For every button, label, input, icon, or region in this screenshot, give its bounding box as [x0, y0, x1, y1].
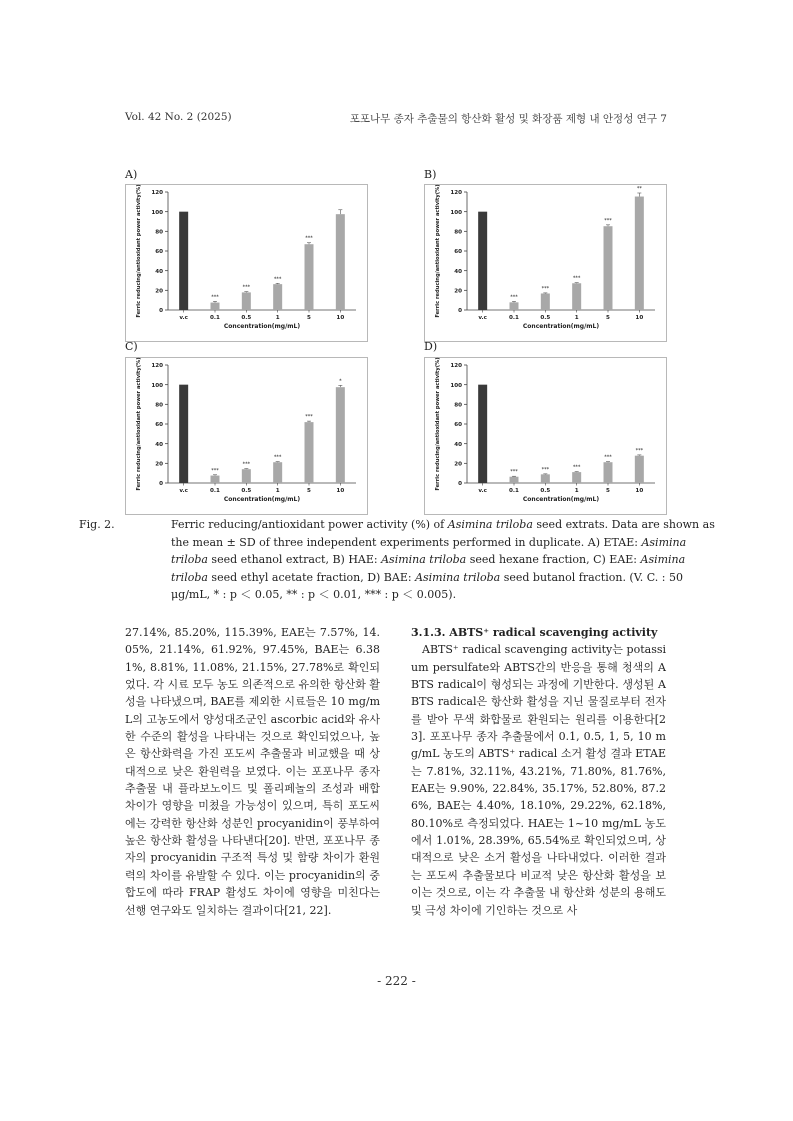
x-tick-label: 0.1 [210, 488, 220, 494]
significance-mark: *** [635, 447, 644, 454]
x-axis-label: Concentration(mg/mL) [522, 323, 600, 330]
y-tick-label: 80 [155, 229, 163, 236]
bar-0.1 [211, 303, 220, 310]
x-tick-label: 0.1 [509, 315, 519, 321]
y-tick-label: 20 [155, 461, 163, 468]
x-tick-label: v.c [478, 488, 487, 494]
bar-0.5 [541, 474, 550, 483]
y-tick-label: 80 [155, 402, 163, 409]
y-tick-label: 40 [155, 268, 163, 275]
y-tick-label: 120 [450, 363, 462, 370]
bar-5 [305, 244, 314, 310]
panel-label-b: B) [424, 168, 437, 181]
y-tick-label: 60 [155, 249, 163, 256]
y-tick-label: 20 [454, 461, 462, 468]
y-tick-label: 60 [155, 422, 163, 429]
figure-number: Fig. 2. [79, 518, 115, 531]
figure-caption [79, 516, 716, 604]
x-tick-label: 0.5 [540, 488, 551, 494]
running-header-volume: Vol. 42 No. 2 (2025) [125, 111, 232, 123]
significance-mark: *** [510, 294, 518, 301]
bar-10 [336, 214, 345, 310]
x-tick-label: 5 [307, 488, 311, 494]
panel-label-a: A) [125, 168, 138, 181]
x-tick-label: 0.1 [509, 488, 519, 494]
y-tick-label: 0 [159, 481, 163, 488]
section-heading: 3.1.3. ABTS⁺ radical scavenging activity [411, 626, 658, 639]
y-tick-label: 60 [454, 249, 462, 256]
chart-panel-c [125, 357, 368, 515]
x-axis-label: Concentration(mg/mL) [223, 323, 301, 330]
x-tick-label: 1 [275, 488, 280, 494]
significance-mark: *** [211, 467, 219, 474]
y-tick-label: 0 [159, 308, 163, 315]
y-tick-label: 100 [450, 209, 462, 216]
x-tick-label: v.c [179, 488, 188, 494]
x-tick-label: 0.1 [210, 315, 220, 321]
significance-mark: *** [242, 284, 251, 291]
panel-label-c: C) [125, 340, 138, 353]
paragraph: 27.14%, 85.20%, 115.39%, EAE는 7.57%, 14.05%, 21.14%, 61.92%, 97.45%, BAE는 6.381%, 8.81%, 11.08%, 21.15%, 27.78%로 확인되었다. 각 시료 모두 농도 의존적으로 유의한 항산화 활성을 나타냈으며, BAE를 제외한 시료들은 10 mg/mL의 고농도에서 양성대조군인 ascorbic acid와 유사한 수준의 활성을 나타내는 것으로 확인되었으나, 높은 항산화력을 가진 포도씨 추출물과 비교했을 때 상대적으로 낮은 환원력을 보였다. 이는 포포나무 종자 추출물 내 플라보노이드 및 폴리페놀의 조성과 배합 차이가 영향을 미쳤을 가능성이 있으며, 특히 포도씨에는 강력한 항산화 성분인 procyanidin이 풍부하여 높은 항산화 활성을 나타낸다[20]. 반면, 포포나무 종자의 procyanidin 구조적 특성 및 함량 차이가 환원력의 차이를 유발할 수 있다. 이는 procyanidin의 중합도에 따라 FRAP 활성도 차이에 영향을 미친다는 선행 연구와도 일치하는 결과이다[21, 22]. [125, 626, 380, 917]
y-tick-label: 100 [450, 382, 462, 389]
x-tick-label: 10 [336, 315, 345, 321]
chart-svg [125, 357, 368, 515]
bar-0.1 [510, 302, 519, 310]
bar-v.c [478, 385, 487, 483]
significance-mark: *** [572, 464, 581, 471]
chart-svg [424, 357, 667, 515]
x-axis-label: Concentration(mg/mL) [522, 496, 600, 503]
bar-0.5 [242, 469, 251, 483]
caption-text: Ferric reducing/antioxidant power activity (%) of Asimina triloba seed extrats. Data are shown as the mean ± SD of three independent experiments performed in duplicate. A) ETAE: Asimina triloba seed ethanol extract, B) HAE: Asimina triloba seed hexane fraction, C) EAE: Asimina triloba seed ethyl acetate fraction, D) BAE: Asimina triloba seed butanol fraction. (V. C. : 50 μg/mL, * : p ＜ 0.05, ** : p ＜ 0.01, *** : p ＜ 0.005). [171, 518, 715, 602]
y-tick-label: 120 [450, 190, 462, 197]
x-tick-label: 1 [275, 315, 280, 321]
x-tick-label: 0.5 [241, 315, 252, 321]
panel-label-d: D) [424, 340, 438, 353]
bar-10 [336, 387, 345, 483]
chart-svg [424, 184, 667, 342]
bar-5 [604, 462, 613, 483]
bar-10 [635, 456, 644, 483]
bar-v.c [478, 212, 487, 310]
y-axis-label: Ferric reducing/antioxidant power activity(%) [136, 184, 142, 318]
bar-1 [273, 284, 282, 310]
body-right-column [411, 624, 666, 919]
x-axis-label: Concentration(mg/mL) [223, 496, 301, 503]
significance-mark: ** [636, 185, 642, 192]
x-tick-label: 5 [606, 315, 610, 321]
y-tick-label: 0 [458, 481, 462, 488]
bar-5 [305, 422, 314, 483]
significance-mark: *** [273, 454, 282, 461]
significance-mark: *** [541, 466, 550, 473]
bar-5 [604, 226, 613, 310]
paragraph: ABTS⁺ radical scavenging activity는 potassium persulfate와 ABTS간의 반응을 통해 청색의 ABTS radical이 형성되는 과정에 기반한다. 생성된 ABTS radical은 항산화 활성을 지닌 물질로부터 전자를 받아 무색 화합물로 환원되는 원리를 이용한다[23]. 포포나무 종자 추출물에서 0.1, 0.5, 1, 5, 10 mg/mL 농도의 ABTS⁺ radical 소거 활성 결과 ETAE는 7.81%, 32.11%, 43.21%, 71.80%, 81.76%, EAE는 9.90%, 22.84%, 35.17%, 52.80%, 87.26%, BAE는 4.40%, 18.10%, 29.22%, 62.18%, 80.10%로 측정되었다. HAE는 1~10 mg/mL 농도에서 1.01%, 28.39%, 65.54%로 확인되었으며, 상대적으로 낮은 소거 활성을 나타내었다. 이러한 결과는 포도씨 추출물보다 비교적 낮은 항산화 활성을 보이는 것으로, 이는 각 추출물 내 항산화 성분의 용해도 및 극성 차이에 기인하는 것으로 사 [411, 643, 666, 917]
significance-mark: *** [541, 285, 550, 292]
y-tick-label: 80 [454, 402, 462, 409]
significance-mark: *** [273, 276, 282, 283]
y-tick-label: 40 [454, 268, 462, 275]
body-left-column [125, 624, 380, 919]
x-tick-label: v.c [179, 315, 188, 321]
x-tick-label: 10 [635, 488, 644, 494]
significance-mark: *** [572, 275, 581, 282]
significance-mark: *** [242, 461, 251, 468]
y-tick-label: 100 [151, 209, 163, 216]
bar-v.c [179, 212, 188, 310]
bar-v.c [179, 385, 188, 483]
significance-mark: *** [510, 469, 518, 476]
y-axis-label: Ferric reducing/antioxidant power activity(%) [435, 357, 441, 491]
significance-mark: *** [604, 454, 612, 461]
x-tick-label: 1 [574, 488, 579, 494]
chart-panel-b [424, 184, 667, 342]
y-tick-label: 0 [458, 308, 462, 315]
significance-mark: *** [305, 414, 313, 421]
y-tick-label: 120 [151, 190, 163, 197]
chart-svg [125, 184, 368, 342]
bar-1 [572, 283, 581, 310]
x-tick-label: 5 [307, 315, 311, 321]
page-number: - 222 - [377, 974, 416, 988]
x-tick-label: 10 [336, 488, 345, 494]
bar-0.1 [510, 477, 519, 483]
y-tick-label: 80 [454, 229, 462, 236]
x-tick-label: 10 [635, 315, 644, 321]
y-tick-label: 100 [151, 382, 163, 389]
bar-1 [572, 472, 581, 483]
significance-mark: *** [604, 217, 612, 224]
bar-0.5 [541, 293, 550, 310]
x-tick-label: 1 [574, 315, 579, 321]
significance-mark: *** [211, 294, 219, 301]
running-header-title: 포포나무 종자 추출물의 항산화 활성 및 화장품 제형 내 안정성 연구 7 [349, 113, 667, 125]
x-tick-label: 5 [606, 488, 610, 494]
y-axis-label: Ferric reducing/antioxidant power activity(%) [136, 357, 142, 491]
y-tick-label: 20 [155, 288, 163, 295]
bar-0.5 [242, 292, 251, 310]
bar-0.1 [211, 476, 220, 483]
bar-1 [273, 462, 282, 483]
x-tick-label: v.c [478, 315, 487, 321]
y-axis-label: Ferric reducing/antioxidant power activity(%) [435, 184, 441, 318]
significance-mark: *** [305, 235, 313, 242]
y-tick-label: 40 [155, 441, 163, 448]
chart-panel-d [424, 357, 667, 515]
x-tick-label: 0.5 [540, 315, 551, 321]
y-tick-label: 40 [454, 441, 462, 448]
bar-10 [635, 197, 644, 310]
y-tick-label: 60 [454, 422, 462, 429]
y-tick-label: 20 [454, 288, 462, 295]
significance-mark: * [339, 378, 342, 385]
chart-panel-a [125, 184, 368, 342]
x-tick-label: 0.5 [241, 488, 252, 494]
y-tick-label: 120 [151, 363, 163, 370]
